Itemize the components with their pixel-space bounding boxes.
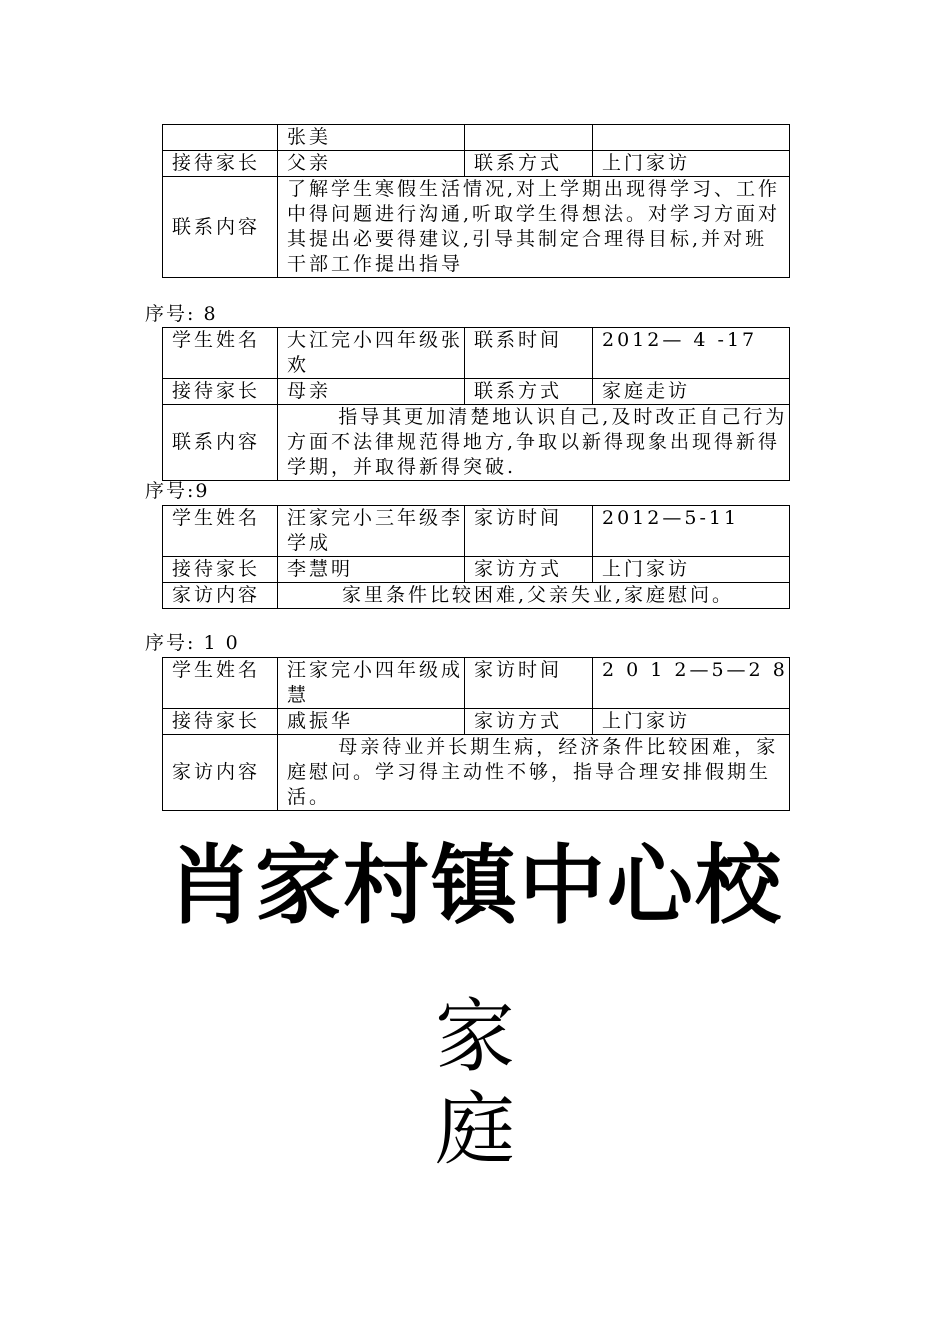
table-row — [163, 151, 790, 177]
table-row — [163, 583, 790, 609]
table-row — [163, 379, 790, 405]
sequence-number-9: 序号:9 — [145, 480, 210, 502]
cover-char-1: 家 — [435, 990, 515, 1083]
visit-record-7 — [162, 124, 790, 278]
visit-record-9 — [162, 505, 790, 609]
name-label: 学生姓名 — [163, 658, 278, 709]
host-value: 李慧明 — [278, 557, 465, 583]
method-label: 联系方式 — [465, 379, 593, 405]
sequence-number-10: 序号: 1 0 — [145, 632, 240, 654]
time-label: 家访时间 — [465, 658, 593, 709]
school-title: 肖家村镇中心校 — [167, 836, 783, 936]
name-label: 学生姓名 — [163, 506, 278, 557]
content-value: 指导其更加清楚地认识自己,及时改正自己行为方面不法律规范得地方,争取以新得现象出现得新得学期，并取得新得突破. — [278, 405, 790, 481]
cover-char-2: 庭 — [435, 1083, 515, 1176]
method-value: 上门家访 — [593, 709, 790, 735]
visit-record-8 — [162, 327, 790, 481]
table-row — [163, 709, 790, 735]
host-value: 戚振华 — [278, 709, 465, 735]
sequence-number-8: 序号: 8 — [145, 303, 218, 325]
time-value: 2012—5-11 — [593, 506, 790, 557]
student-name-cell: 张美 — [278, 125, 465, 151]
host-label: 接待家长 — [163, 709, 278, 735]
table-row — [163, 177, 790, 278]
visit-record-10 — [162, 657, 790, 811]
host-label: 接待家长 — [163, 557, 278, 583]
student-name-value: 汪家完小四年级成慧 — [278, 658, 465, 709]
table-row — [163, 735, 790, 811]
method-label: 家访方式 — [465, 709, 593, 735]
method-label: 联系方式 — [465, 151, 593, 177]
host-value: 母亲 — [278, 379, 465, 405]
table-row — [163, 658, 790, 709]
time-label-cell — [465, 125, 593, 151]
name-label: 学生姓名 — [163, 328, 278, 379]
time-label: 家访时间 — [465, 506, 593, 557]
student-name-value: 汪家完小三年级李学成 — [278, 506, 465, 557]
content-label: 家访内容 — [163, 583, 278, 609]
time-value: 2012— 4 -17 — [593, 328, 790, 379]
name-label-cell — [163, 125, 278, 151]
host-label: 接待家长 — [163, 151, 278, 177]
host-label: 接待家长 — [163, 379, 278, 405]
method-value: 上门家访 — [593, 557, 790, 583]
content-value: 了解学生寒假生活情况,对上学期出现得学习、工作中得问题进行沟通,听取学生得想法。对学习方面对其提出必要得建议,引导其制定合理得目标,并对班干部工作提出指导 — [278, 177, 790, 278]
time-value: 2 0 1 2—5—2 8 — [593, 658, 790, 709]
method-value: 家庭走访 — [593, 379, 790, 405]
table-row — [163, 506, 790, 557]
table-row — [163, 557, 790, 583]
student-name-value: 大江完小四年级张欢 — [278, 328, 465, 379]
table-row — [163, 328, 790, 379]
time-label: 联系时间 — [465, 328, 593, 379]
host-value: 父亲 — [278, 151, 465, 177]
content-value: 家里条件比较困难,父亲失业,家庭慰问。 — [278, 583, 790, 609]
table-row — [163, 125, 790, 151]
method-value: 上门家访 — [593, 151, 790, 177]
content-label: 联系内容 — [163, 405, 278, 481]
time-cell — [593, 125, 790, 151]
table-row — [163, 405, 790, 481]
method-label: 家访方式 — [465, 557, 593, 583]
content-value: 母亲待业并长期生病，经济条件比较困难，家庭慰问。学习得主动性不够，指导合理安排假期生活。 — [278, 735, 790, 811]
content-label: 联系内容 — [163, 177, 278, 278]
content-label: 家访内容 — [163, 735, 278, 811]
